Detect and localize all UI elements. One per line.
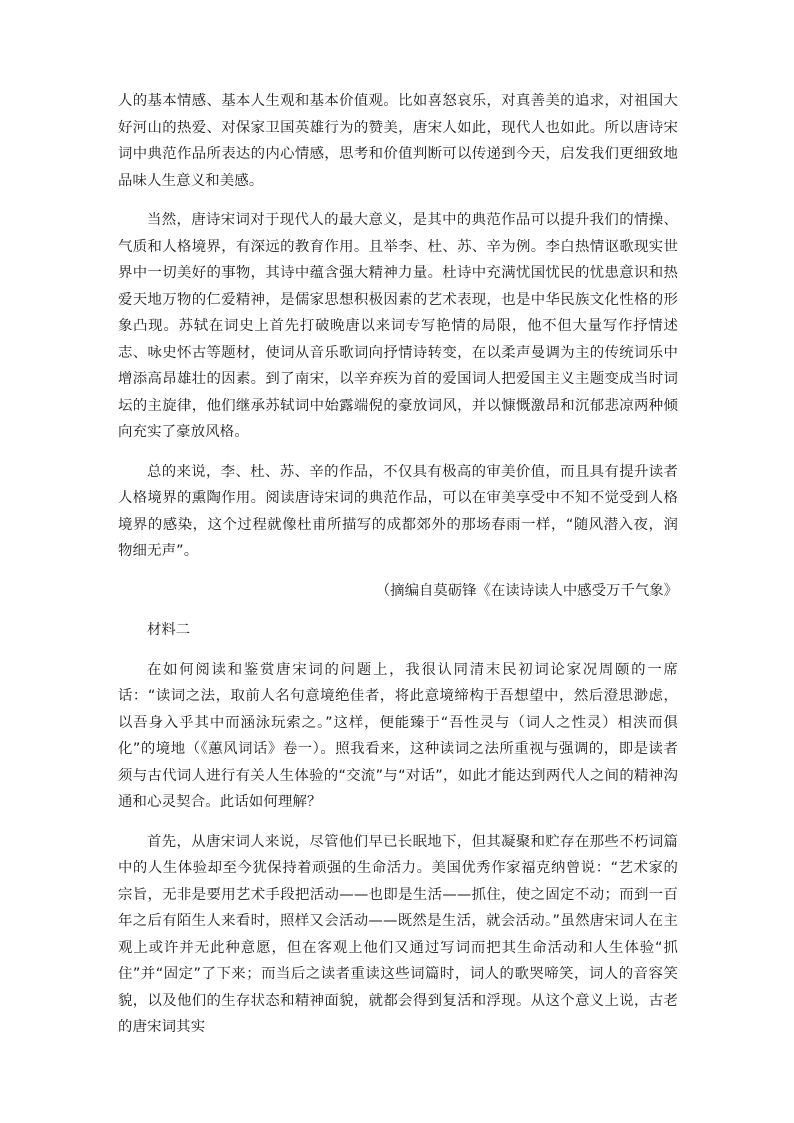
source-citation: （摘编自莫砺锋《在读诗读人中感受万千气象》	[375, 582, 678, 599]
paragraph-4: 在如何阅读和鉴赏唐宋词的问题上，我很认同清末民初词论家况周颐的一席话：“读词之法，取前人名句意境绝佳者，将此意境缔构于吾想望中，然后澄思渺虑，以吾身入乎其中而涵泳玩索之。”这样，便能臻于“吾性灵与（词人之性灵）相浃而俱化”的境地（《蕙风词话》卷一）。照我看来，这种读词之法所重视与强调的，即是读者须与古代词人进行有关人生体验的“交流”与“对话”，如此才能达到两代人之间的精神沟通和心灵契合。此话如何理解？	[118, 661, 678, 810]
paragraph-3: 总的来说，李、杜、苏、辛的作品，不仅具有极高的审美价值，而且具有提升读者人格境界的熏陶作用。阅读唐诗宋词的典范作品，可以在审美享受中不知不觉受到人格境界的感染，这个过程就像杜甫所描写的成都郊外的那场春雨一样，“随风潜入夜，润物细无声”。	[118, 463, 678, 559]
paragraph-2: 当然，唐诗宋词对于现代人的最大意义，是其中的典范作品可以提升我们的情操、气质和人格境界，有深远的教育作用。且举李、杜、苏、辛为例。李白热情讴歌现实世界中一切美好的事物，其诗中蕴含强大精神力量。杜诗中充满忧国忧民的忧患意识和热爱天地万物的仁爱精神，是儒家思想积极因素的艺术表现，也是中华民族文化性格的形象凸现。苏轼在词史上首先打破晚唐以来词专写艳情的局限，他不但大量写作抒情述志、咏史怀古等题材，使词从音乐歌词向抒情诗转变，在以柔声曼调为主的传统词乐中增添高昂雄壮的因素。到了南宋，以辛弃疾为首的爱国词人把爱国主义主题变成当时词坛的主旋律，他们继承苏轼词中始露端倪的豪放词风，并以慷慨激昂和沉郁悲凉两种倾向充实了豪放风格。	[118, 212, 678, 440]
paragraph-1: 人的基本情感、基本人生观和基本价值观。比如喜怒哀乐，对真善美的追求，对祖国大好河山的热爱、对保家卫国英雄行为的赞美，唐宋人如此，现代人也如此。所以唐诗宋词中典范作品所表达的内心情感，思考和价值判断可以传递到今天，启发我们更细致地品味人生意义和美感。	[118, 93, 678, 189]
document-page	[118, 88, 678, 1041]
paragraph-5: 首先，从唐宋词人来说，尽管他们早已长眠地下，但其凝聚和贮存在那些不朽词篇中的人生体验却至今犹保持着顽强的生命活力。美国优秀作家福克纳曾说：“艺术家的宗旨，无非是要用艺术手段把活动——也即是生活——抓住，使之固定不动；而到一百年之后有陌生人来看时，照样又会活动——既然是生活，就会活动。”虽然唐宋词人在主观上或许并无此种意愿，但在客观上他们又通过写词而把其生命活动和人生体验“抓住”并“固定”了下来；而当后之读者重读这些词篇时，词人的歌哭啼笑，词人的音容笑貌，以及他们的生存状态和精神面貌，就都会得到复活和浮现。从这个意义上说，古老的唐宋词其实	[118, 833, 678, 1035]
section-title: 材料二	[147, 622, 191, 638]
